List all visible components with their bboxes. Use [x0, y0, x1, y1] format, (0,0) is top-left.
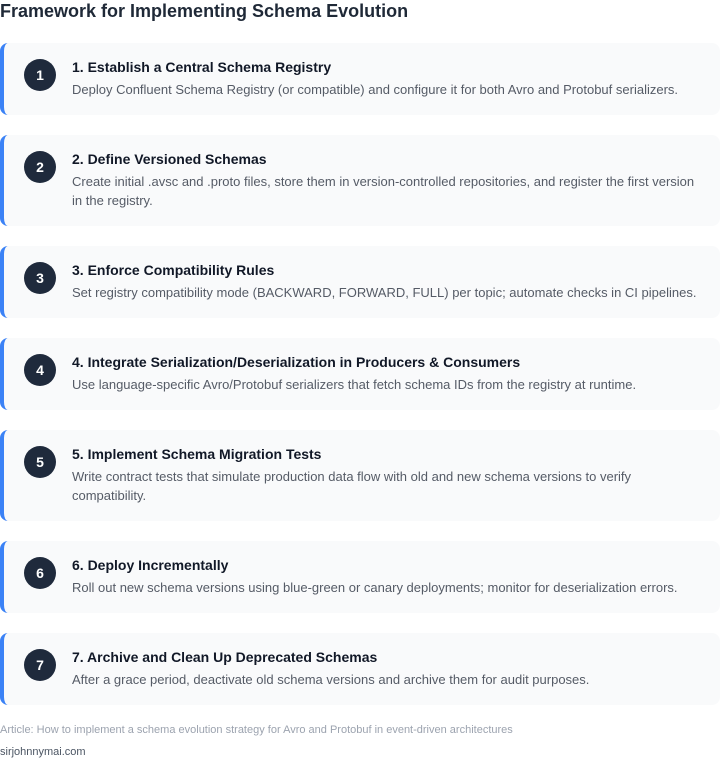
step-title: 5. Implement Schema Migration Tests — [72, 446, 322, 462]
step-card-7 — [0, 633, 720, 705]
step-number-badge: 4 — [24, 354, 56, 386]
step-card-1 — [0, 43, 720, 115]
step-number-badge: 2 — [24, 151, 56, 183]
step-description: Deploy Confluent Schema Registry (or compatible) and configure it for both Avro and Protobuf serializers. — [72, 82, 679, 97]
step-description: Create initial .avsc and .proto files, store them in version-controlled repositories, and register the first version in the registry. — [72, 174, 695, 208]
step-number-badge: 6 — [24, 557, 56, 589]
step-number-badge: 7 — [24, 649, 56, 681]
step-title: 2. Define Versioned Schemas — [72, 151, 267, 167]
step-card-6 — [0, 541, 720, 613]
step-title: 4. Integrate Serialization/Deserialization in Producers & Consumers — [72, 354, 521, 370]
step-title: 7. Archive and Clean Up Deprecated Schemas — [72, 649, 378, 665]
step-description: Use language-specific Avro/Protobuf serializers that fetch schema IDs from the registry at runtime. — [72, 377, 637, 392]
step-title: 3. Enforce Compatibility Rules — [72, 262, 275, 278]
step-title: 1. Establish a Central Schema Registry — [72, 59, 332, 75]
step-number-badge: 1 — [24, 59, 56, 91]
step-description: Write contract tests that simulate production data flow with old and new schema versions to verify compatibility. — [72, 469, 632, 503]
step-description: After a grace period, deactivate old schema versions and archive them for audit purposes. — [72, 672, 590, 687]
step-title: 6. Deploy Incrementally — [72, 557, 229, 573]
step-description: Roll out new schema versions using blue-green or canary deployments; monitor for deserialization errors. — [72, 580, 678, 595]
step-description: Set registry compatibility mode (BACKWARD, FORWARD, FULL) per topic; automate checks in CI pipelines. — [72, 285, 697, 300]
step-number-badge: 5 — [24, 446, 56, 478]
step-card-2 — [0, 135, 720, 226]
step-card-4 — [0, 338, 720, 410]
step-card-5 — [0, 430, 720, 521]
step-card-3 — [0, 246, 720, 318]
article-caption: Article: How to implement a schema evolution strategy for Avro and Protobuf in event-driven architectures — [0, 724, 513, 736]
site-attribution: sirjohnnymai.com — [0, 746, 86, 758]
steps-list — [0, 43, 720, 725]
step-number-badge: 3 — [24, 262, 56, 294]
page-title: Framework for Implementing Schema Evolution — [0, 1, 409, 21]
